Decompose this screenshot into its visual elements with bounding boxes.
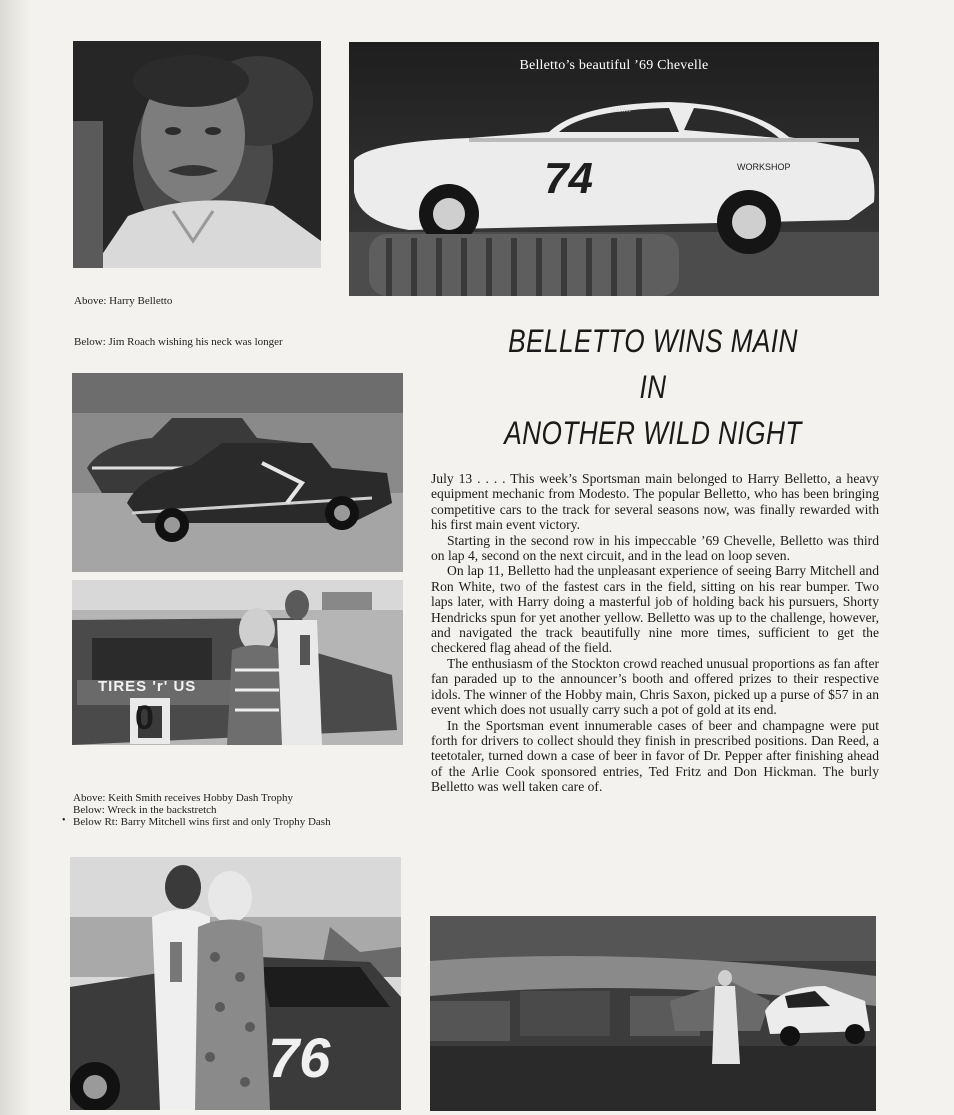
photo-chevelle-74	[349, 42, 879, 296]
article-headline	[501, 318, 804, 456]
photo-wreck-backstretch	[430, 916, 876, 1111]
article-paragraph: Starting in the second row in his impeccable ’69 Chevelle, Belletto was third on lap 4, second on the next circuit, and in the lead on loop seven.	[431, 532, 879, 564]
photo-barry-mitchell-trophy	[70, 857, 401, 1110]
photo-jim-roach-wreck	[72, 373, 403, 572]
photo-harry-belletto	[73, 41, 321, 268]
article-paragraph: The enthusiasm of the Stockton crowd reached unusual proportions as fan after fan paraded up to the announcer’s booth and offered prizes to their respective idols. The winner of the Hobby main, Chris Saxon, picked up a purse of $57 in an event which does not usually carry such a pot of gold at its end.	[431, 655, 879, 718]
headline-line-2: ANOTHER WILD NIGHT	[504, 415, 802, 451]
article-paragraph: On lap 11, Belletto had the unpleasant experience of seeing Barry Mitchell and Ron White, two of the fastest cars in the field, sitting on his rear bumper. Two laps later, with Harry doing a masterful job of holding back his pursuers, Shorty Hendricks spun for yet another yellow. Belletto was up to the challenge, however, and navigated the track beautifully nine more times, sufficient to get the checkered flag ahead of the field.	[431, 563, 879, 656]
photo-keith-smith-trophy	[72, 580, 403, 745]
photo-text-workshop: WORKSHOP	[737, 162, 791, 172]
photo-text-roof: HARRY	[611, 108, 632, 114]
photo-text-tires-sign: TIRES 'r' US	[98, 678, 197, 695]
photo-text-car-zero: 0	[135, 699, 154, 737]
caption-below-jim: Below: Jim Roach wishing his neck was longer	[74, 336, 283, 348]
article-paragraph: July 13 . . . . This week’s Sportsman main belonged to Harry Belletto, a heavy equipment mechanic from Modesto. The popular Belletto, who has been bringing competitive cars to the track for several seasons now, was finally rewarded with his first main event victory.	[431, 471, 879, 533]
article-body	[431, 471, 879, 795]
photo-text-car-76: 76	[268, 1026, 331, 1089]
headline-line-1: BELLETTO WINS MAIN IN	[508, 323, 798, 405]
article-paragraph: In the Sportsman event innumerable cases of beer and champagne were put forth for drivers to collect should they finish in prescribed positions. Dan Reed, a teetotaler, turned down a case of beer in favor of Dr. Pepper after finishing ahead of the Arlie Cook sponsored entries, Ted Fritz and Don Hickman. The burly Belletto was well taken care of.	[431, 717, 879, 795]
photo-text-car-number: 74	[544, 154, 593, 203]
caption-above-harry: Above: Harry Belletto	[74, 295, 173, 307]
caption-below-wreck: Below: Wreck in the backstretch	[73, 804, 217, 816]
caption-below-rt-barry: Below Rt: Barry Mitchell wins first and only Trophy Dash	[73, 816, 331, 828]
caption-above-keith: Above: Keith Smith receives Hobby Dash Trophy	[73, 792, 293, 804]
bullet-dot: •	[62, 815, 66, 826]
page-binding-shadow	[0, 0, 30, 1115]
caption-chevelle-overlay: Belletto’s beautiful ’69 Chevelle	[519, 58, 709, 73]
